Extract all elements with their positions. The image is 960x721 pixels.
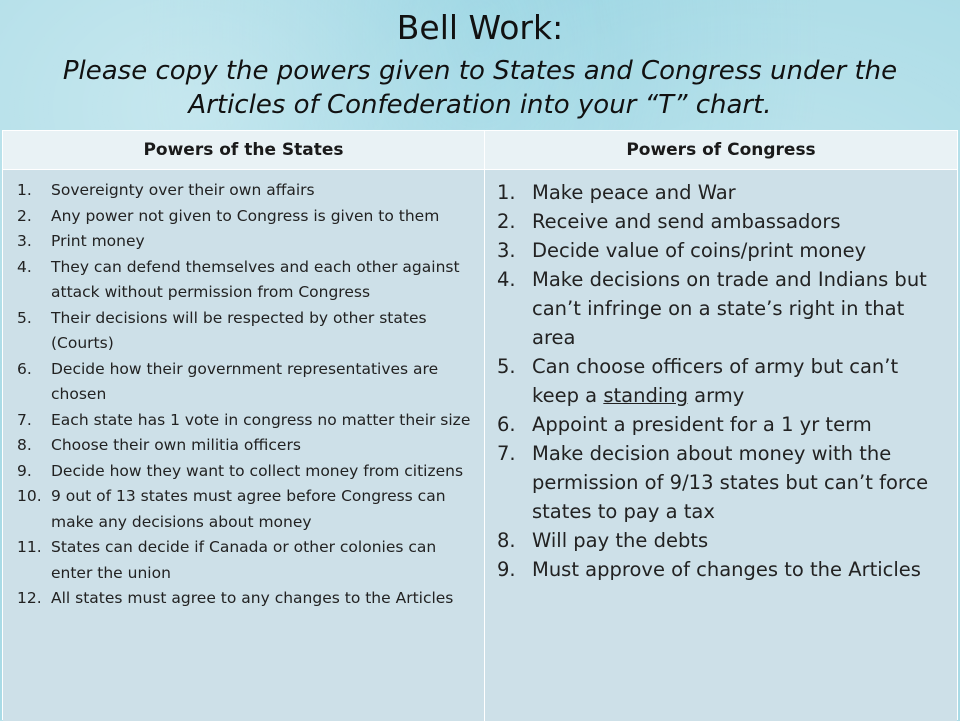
congress-powers-list xyxy=(497,178,947,584)
list-item-text: Each state has 1 vote in congress no matter their size xyxy=(51,410,471,429)
list-item xyxy=(497,410,947,439)
list-item-number: 12. xyxy=(17,589,42,607)
states-powers-list xyxy=(17,178,472,612)
list-item-text: Decide how they want to collect money from citizens xyxy=(51,461,464,480)
list-item xyxy=(17,408,472,434)
list-item-number: 7. xyxy=(17,410,32,429)
list-item xyxy=(497,265,947,352)
list-item-number: 1. xyxy=(17,181,32,199)
list-item-text: Decide value of coins/print money xyxy=(532,239,867,262)
list-item-number: 2. xyxy=(497,210,516,233)
list-item-text: Make peace and War xyxy=(532,181,736,204)
list-item-number: 4. xyxy=(497,268,516,291)
list-item-number: 11. xyxy=(17,538,42,556)
slide-title-area xyxy=(0,0,960,130)
list-item xyxy=(497,352,947,410)
list-item-text: Decide how their government representatives are chosen xyxy=(51,359,439,403)
list-item-number: 7. xyxy=(497,442,516,465)
list-item-text: Will pay the debts xyxy=(532,529,709,552)
list-item xyxy=(497,439,947,526)
list-item-text-before: Can choose officers of army but can’t keep a xyxy=(532,355,899,407)
list-item-text: Receive and send ambassadors xyxy=(532,210,841,233)
list-item-text: Appoint a president for a 1 yr term xyxy=(532,413,872,436)
list-item-number: 1. xyxy=(497,181,516,204)
underlined-word: standing xyxy=(603,384,688,407)
list-item xyxy=(17,178,472,204)
list-item-number: 6. xyxy=(497,413,516,436)
list-item-text: Choose their own militia officers xyxy=(51,436,301,454)
list-item-number: 5. xyxy=(17,308,32,327)
list-item-number: 2. xyxy=(17,206,32,225)
list-item xyxy=(497,178,947,207)
list-item-text: Sovereignty over their own affairs xyxy=(51,181,315,199)
list-item xyxy=(497,236,947,265)
slide-subtitle: Please copy the powers given to States and Congress under the Articles of Confederation into your “T” chart. xyxy=(62,56,898,120)
list-item xyxy=(17,229,472,255)
list-item-number: 4. xyxy=(17,257,32,276)
list-item-text: Print money xyxy=(51,232,145,250)
list-item-text: States can decide if Canada or other colonies can enter the union xyxy=(51,538,437,582)
column-divider xyxy=(484,131,485,721)
list-item-number: 10. xyxy=(17,487,42,505)
list-item-number: 9. xyxy=(17,461,32,480)
table-header-row xyxy=(3,131,957,170)
list-item-text: Make decision about money with the permission of 9/13 states but can’t force states to pay a tax xyxy=(532,442,929,523)
list-item-number: 9. xyxy=(497,558,516,581)
list-item-text: Any power not given to Congress is given to them xyxy=(51,206,440,225)
list-item-number: 5. xyxy=(497,355,516,378)
list-item xyxy=(17,535,472,586)
list-item xyxy=(17,484,472,535)
list-item xyxy=(17,204,472,230)
list-item xyxy=(497,555,947,584)
list-item-number: 3. xyxy=(17,232,32,250)
list-item-text: Make decisions on trade and Indians but can’t infringe on a state’s right in that area xyxy=(532,268,927,349)
list-item-text: All states must agree to any changes to the Articles xyxy=(51,589,454,607)
header-powers-of-congress: Powers of Congress xyxy=(626,140,816,160)
list-item xyxy=(17,459,472,485)
list-item xyxy=(17,357,472,408)
list-item xyxy=(17,433,472,459)
t-chart-table xyxy=(2,130,958,720)
slide-title: Bell Work: xyxy=(396,8,564,47)
header-powers-of-states: Powers of the States xyxy=(143,140,344,160)
table-body-row xyxy=(3,170,957,721)
list-item-number: 6. xyxy=(17,359,32,378)
list-item xyxy=(497,207,947,236)
list-item xyxy=(17,255,472,306)
list-item-text: 9 out of 13 states must agree before Congress can make any decisions about money xyxy=(51,487,446,531)
list-item xyxy=(17,306,472,357)
list-item-text: Must approve of changes to the Articles xyxy=(532,558,921,581)
list-item-text: Their decisions will be respected by other states (Courts) xyxy=(51,308,427,352)
list-item-number: 3. xyxy=(497,239,516,262)
list-item xyxy=(17,586,472,612)
list-item-number: 8. xyxy=(17,436,32,454)
list-item xyxy=(497,526,947,555)
list-item-text-after: army xyxy=(687,384,745,407)
list-item-text: They can defend themselves and each other against attack without permission from Congress xyxy=(51,257,460,301)
list-item-number: 8. xyxy=(497,529,516,552)
